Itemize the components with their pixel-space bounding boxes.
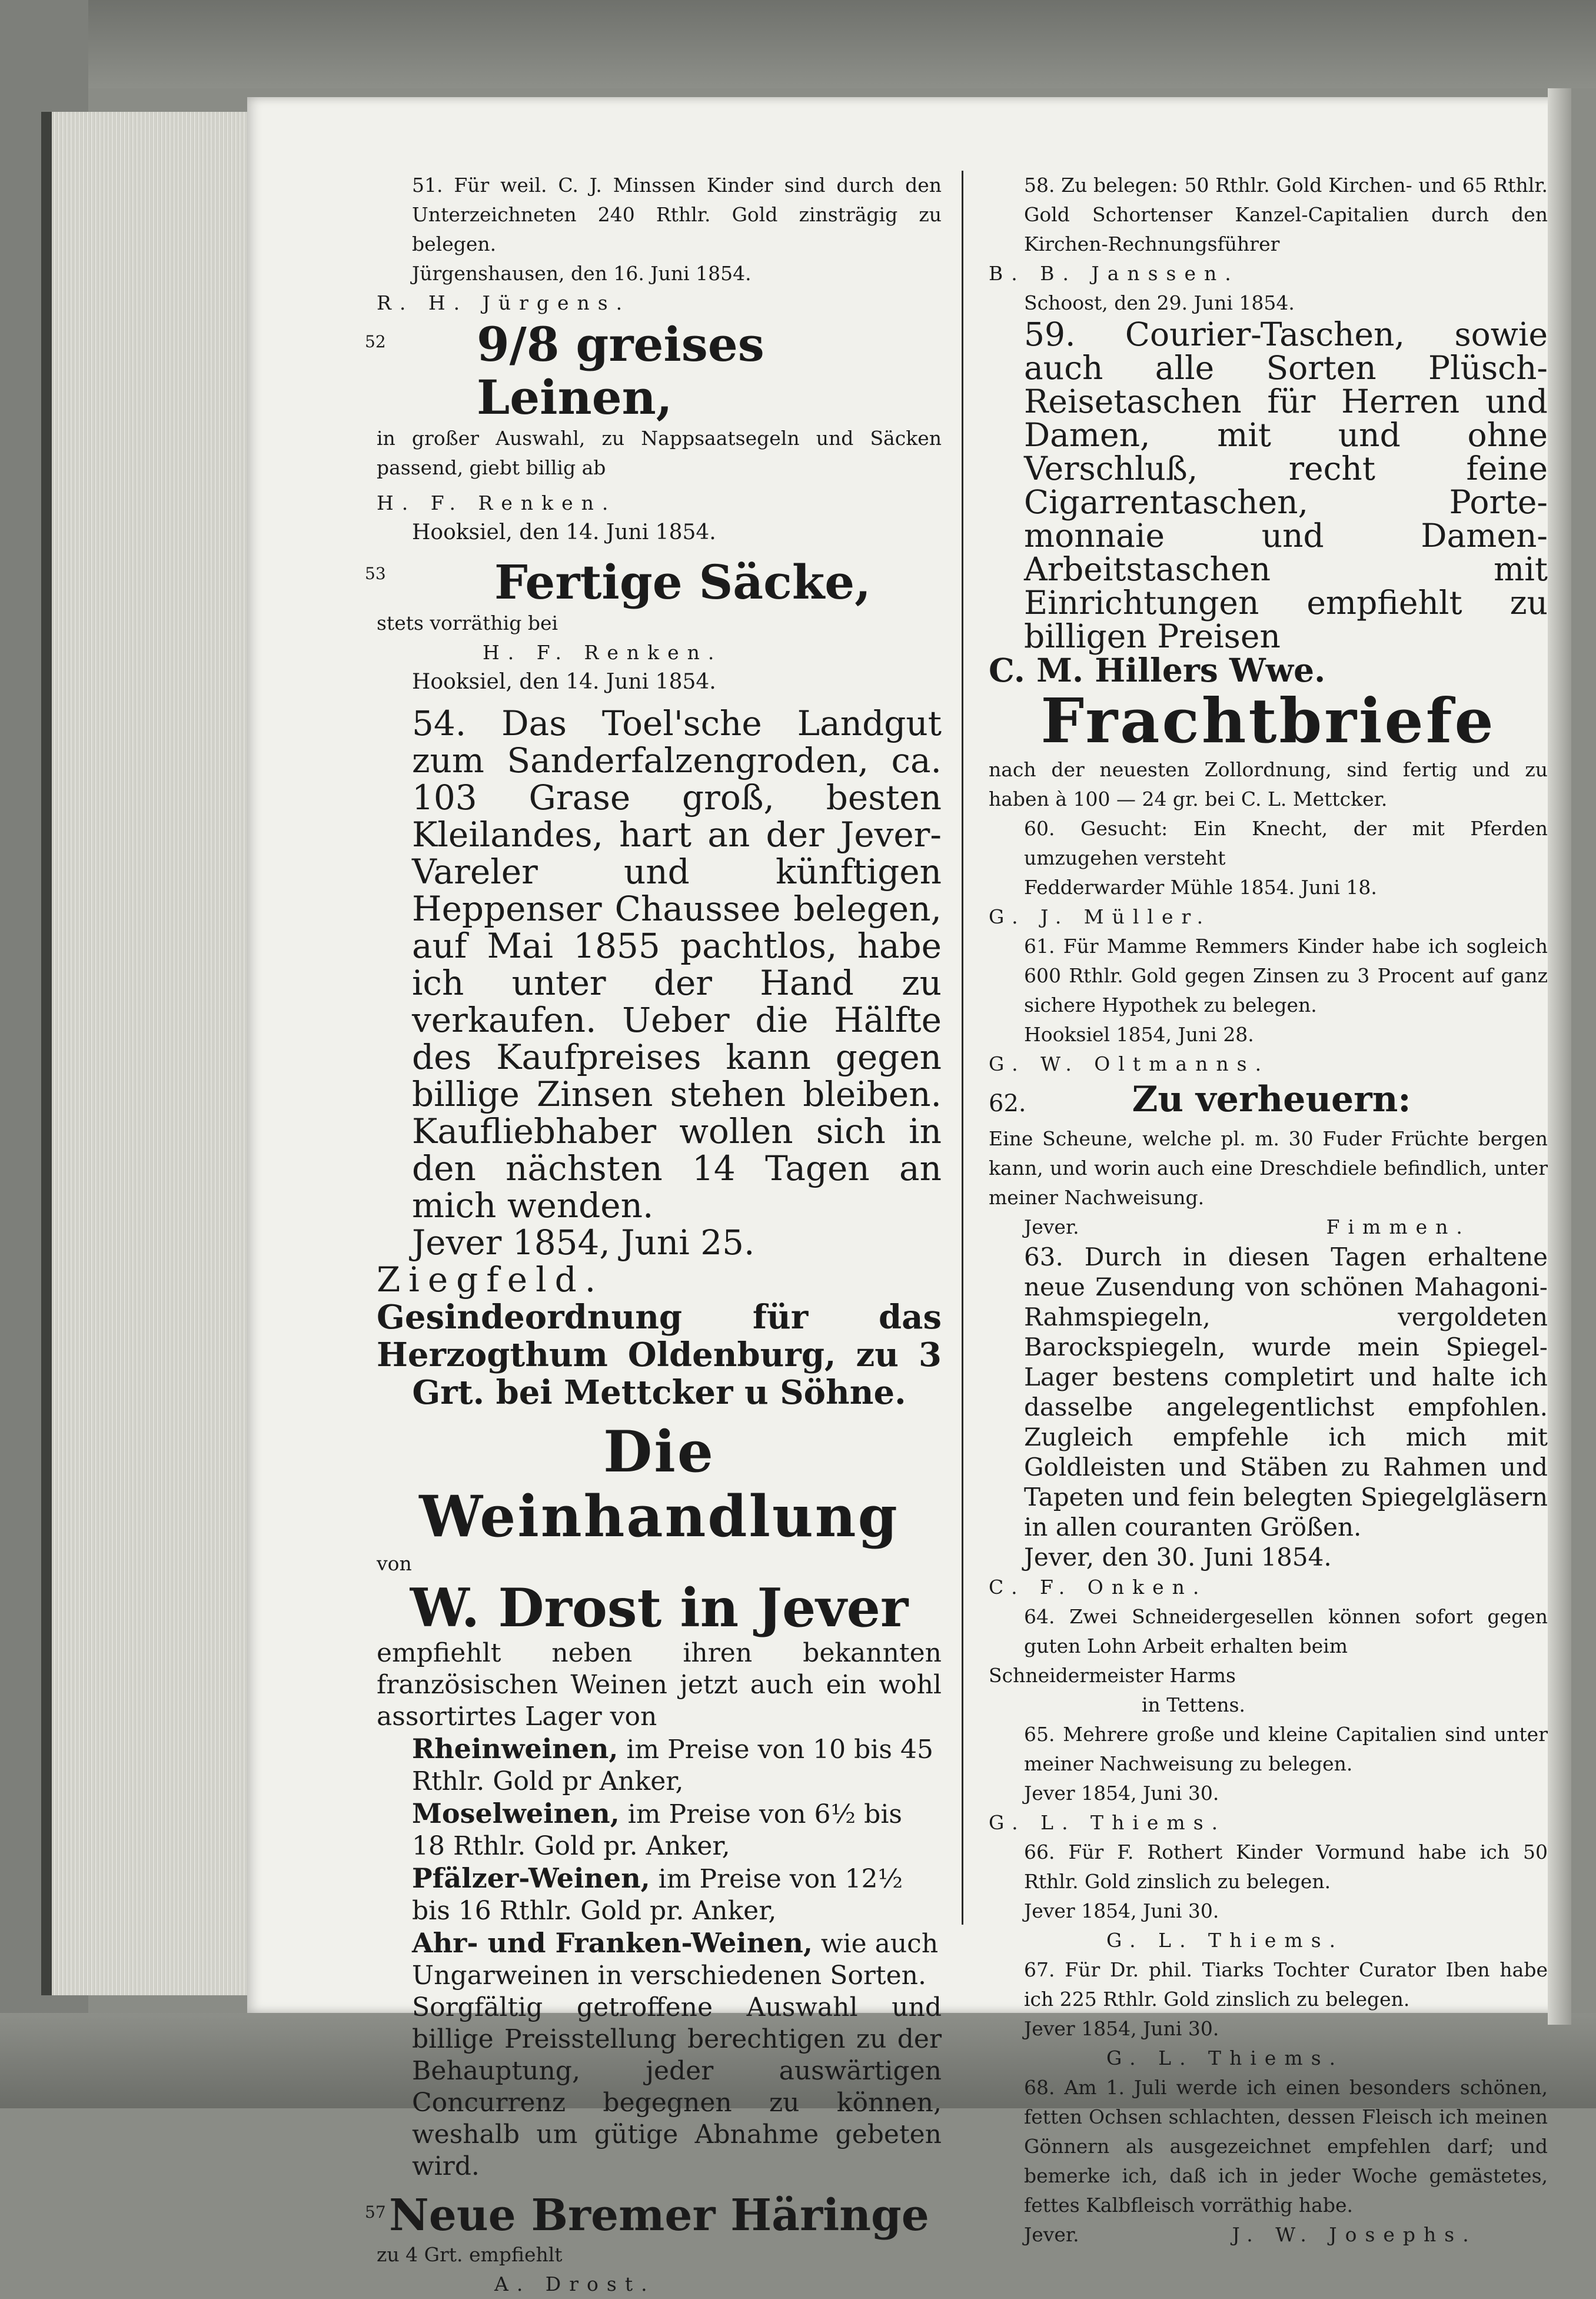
advert-61	[989, 932, 1548, 1079]
advert-51-text: 51. Für weil. C. J. Minssen Kinder sind durch den Unterzeichneten 240 Rthlr. Gold zinsträgig zu belegen.	[412, 174, 942, 255]
frachtbriefe-text: nach der neuesten Zollordnung, sind fertig und zu haben à 100 — 24 gr. bei C. L. Mettcker.	[989, 758, 1548, 810]
advert-61-signature: G. W. Oltmanns.	[989, 1052, 1270, 1075]
advert-60-text: 60. Gesucht: Ein Knecht, der mit Pferden umzugehen versteht	[1024, 817, 1548, 869]
advert-55	[377, 1298, 942, 1411]
advert-62-signature: Fimmen.	[1326, 1215, 1471, 1238]
frachtbriefe-heading: Frachtbriefe	[1040, 685, 1496, 757]
advert-56-wine-2	[377, 1798, 942, 1862]
advert-53	[365, 554, 942, 697]
advert-55-text: Gesindeordnung für das Herzogthum Oldenburg, zu 3 Grt. bei Mettcker u Söhne.	[377, 1298, 942, 1412]
advert-57-signature: A. Drost.	[494, 2273, 656, 2295]
advert-63-place: Jever, den 30. Juni 1854.	[1024, 1543, 1332, 1572]
advert-67-text: 67. Für Dr. phil. Tiarks Tochter Curator Iben habe ich 225 Rthlr. Gold zinslich zu belegen.	[1024, 1958, 1548, 2011]
advert-54-signature: Ziegfeld.	[377, 1260, 604, 1300]
advert-56-outro: Sorgfältig getroffene Auswahl und billige Preisstellung berechtigen zu der Behauptung, jeder auswärtigen Concurrenz begegnen zu können, weshalb um gütige Abnahme gebeten wird.	[412, 1992, 942, 2181]
wine-4-text: wie auch Ungarweinen in verschiedenen Sorten.	[412, 1929, 939, 1991]
advert-62-footer	[989, 1212, 1548, 1242]
advert-57-heading: Neue Bremer Häringe	[389, 2190, 929, 2241]
advert-56-von: von	[377, 1552, 412, 1575]
advert-68	[989, 2073, 1548, 2250]
advert-56	[377, 1420, 942, 2182]
advert-53-text: stets vorräthig bei	[377, 612, 558, 634]
advert-52-place: Hooksiel, den 14. Juni 1854.	[412, 520, 716, 544]
advert-64-text: 64. Zwei Schneidergesellen können sofort gegen guten Lohn Arbeit erhalten beim	[1024, 1605, 1548, 1657]
advert-62-place: Jever.	[1024, 1215, 1079, 1238]
advert-66	[989, 1838, 1548, 1955]
advert-60-signature: G. J. Müller.	[989, 905, 1212, 928]
advert-67-signature: G. L. Thiems.	[1106, 2046, 1344, 2069]
advert-52-heading: 9/8 greises Leinen,	[477, 317, 764, 425]
advert-56-intro: empfiehlt neben ihren bekannten französischen Weinen jetzt auch ein wohl assortirtes Lager von	[377, 1638, 942, 1732]
wine-4-name: Ahr- und Franken-Weinen,	[412, 1927, 813, 1959]
page-curl-shadow	[1548, 88, 1571, 2025]
wine-1-name: Rheinweinen,	[412, 1733, 619, 1765]
advert-52-text: in großer Auswahl, zu Nappsaatsegeln und Säcken passend, giebt billig ab	[377, 427, 942, 479]
advert-frachtbriefe	[989, 687, 1548, 814]
advert-52-signature: H. F. Renken.	[377, 491, 617, 514]
advert-53-place: Hooksiel, den 14. Juni 1854.	[412, 670, 716, 694]
advert-57	[365, 2190, 942, 2299]
advert-66-text: 66. Für F. Rothert Kinder Vormund habe ich 50 Rthlr. Gold zinslich zu belegen.	[1024, 1840, 1548, 1893]
advert-62	[989, 1079, 1548, 1242]
scan-background-top	[0, 0, 1596, 88]
advert-59	[989, 315, 1548, 689]
advert-59-signature: C. M. Hillers Wwe.	[989, 651, 1326, 689]
advert-56-wine-4	[377, 1927, 942, 1992]
advert-56-wine-3	[377, 1862, 942, 1927]
advert-64-location: in Tettens.	[1142, 1693, 1246, 1716]
advert-58-signature: B. B. Janssen.	[989, 262, 1239, 285]
advert-65-signature: G. L. Thiems.	[989, 1811, 1226, 1834]
wine-2-name: Moselweinen,	[412, 1798, 620, 1829]
wine-1-text: im Preise von 10 bis 45 Rthlr. Gold pr Anker,	[412, 1735, 933, 1796]
advert-66-signature: G. L. Thiems.	[1106, 1929, 1344, 1952]
right-column	[989, 171, 1548, 2250]
advert-63	[989, 1242, 1548, 1602]
advert-58	[989, 171, 1548, 318]
advert-63-signature: C. F. Onken.	[989, 1576, 1208, 1599]
advert-53-heading: Fertige Säcke,	[494, 554, 871, 610]
advert-61-place: Hooksiel 1854, Juni 28.	[1024, 1023, 1254, 1046]
advert-64-signature: Schneidermeister Harms	[989, 1664, 1236, 1687]
advert-53-signature: H. F. Renken.	[483, 641, 723, 664]
advert-59-text: 59. Courier-Taschen, sowie auch alle Sorten Plüsch-Reisetaschen für Herren und Damen, mit und ohne Verschluß, recht feine Cigarrentaschen, Porte-monnaie und Damen-Arbeitstaschen mit Einrichtungen empfiehlt zu billigen Preisen	[1024, 315, 1548, 655]
column-divider	[962, 171, 963, 1925]
advert-54	[377, 705, 942, 1298]
advert-54-text: 54. Das Toel'sche Landgut zum Sanderfalzengroden, ca. 103 Grase groß, besten Kleilandes, hart an der Jever-Vareler und künftigen Heppenser Chaussee belegen, auf Mai 1855 pachtlos, habe ich unter der Hand zu verkaufen. Ueber die Hälfte des Kaufpreises kann gegen billige Zinsen stehen bleiben. Kaufliebhaber wollen sich in den nächsten 14 Tagen an mich wenden.	[412, 703, 942, 1225]
advert-66-place: Jever 1854, Juni 30.	[1024, 1899, 1219, 1922]
advert-53-number: 53	[365, 564, 386, 583]
wine-3-name: Pfälzer-Weinen,	[412, 1862, 650, 1894]
advert-68-footer	[989, 2220, 1548, 2250]
advert-54-place: Jever 1854, Juni 25.	[412, 1222, 755, 1263]
advert-67-place: Jever 1854, Juni 30.	[1024, 2017, 1219, 2040]
advert-52-number: 52	[365, 332, 386, 351]
advert-67	[989, 1955, 1548, 2073]
advert-58-text: 58. Zu belegen: 50 Rthlr. Gold Kirchen- und 65 Rthlr. Gold Schortenser Kanzel-Capitalien durch den Kirchen-Rechnungsführer	[1024, 174, 1548, 255]
advert-56-wine-1	[377, 1733, 942, 1798]
left-column	[365, 171, 942, 2299]
advert-61-text: 61. Für Mamme Remmers Kinder habe ich sogleich 600 Rthlr. Gold gegen Zinsen zu 3 Procent auf ganz sichere Hypothek zu belegen.	[1024, 935, 1548, 1016]
advert-68-text: 68. Am 1. Juli werde ich einen besonders schönen, fetten Ochsen schlachten, dessen Fleisch ich meinen Gönnern als ausgezeichnet empfehlen darf; und bemerke ich, daß ich in jeder Woche gemästetes, fettes Kalbfleisch vorräthig habe.	[1024, 2076, 1548, 2217]
advert-60	[989, 814, 1548, 932]
advert-62-text: Eine Scheune, welche pl. m. 30 Fuder Früchte bergen kann, und worin auch eine Dreschdiele befindlich, unter meiner Nachweisung.	[989, 1127, 1548, 1209]
wine-2-text: im Preise von 6½ bis 18 Rthlr. Gold pr. Anker,	[412, 1799, 902, 1861]
advert-64	[989, 1602, 1548, 1720]
advert-63-text: 63. Durch in diesen Tagen erhaltene neue Zusendung von schönen Mahagoni-Rahmspiegeln, vergoldeten Barockspiegeln, wurde mein Spiegel-Lager bestens completirt und halte ich dasselbe angelegentlichst empfohlen. Zugleich empfehle ich mich mit Goldleisten und Stäben zu Rahmen und Tapeten und fein belegten Spiegelgläsern in allen couranten Größen.	[1024, 1242, 1548, 1541]
advert-57-number: 57	[365, 2202, 386, 2222]
advert-56-heading: Die Weinhandlung	[419, 1418, 899, 1550]
advert-51-place: Jürgenshausen, den 16. Juni 1854.	[412, 262, 752, 285]
advert-62-heading: Zu verheuern:	[1132, 1079, 1411, 1120]
book-page-edges	[41, 112, 252, 1995]
wine-3-text: im Preise von 12½ bis 16 Rthlr. Gold pr. Anker,	[412, 1864, 903, 1926]
advert-65-place: Jever 1854, Juni 30.	[1024, 1782, 1219, 1805]
advert-68-signature: J. W. Josephs.	[1232, 2223, 1477, 2246]
advert-60-place: Fedderwarder Mühle 1854. Juni 18.	[1024, 876, 1377, 899]
advert-58-place: Schoost, den 29. Juni 1854.	[1024, 291, 1295, 314]
advert-62-number: 62.	[989, 1090, 1026, 1117]
advert-56-firm: W. Drost in Jever	[410, 1577, 909, 1639]
advert-57-text: zu 4 Grt. empfiehlt	[377, 2243, 563, 2266]
advert-51-signature: R. H. Jürgens.	[377, 291, 631, 314]
advert-52	[365, 317, 942, 547]
advert-68-place: Jever.	[1024, 2223, 1079, 2246]
advert-51	[377, 171, 942, 318]
advert-65	[989, 1720, 1548, 1838]
advert-65-text: 65. Mehrere große und kleine Capitalien sind unter meiner Nachweisung zu belegen.	[1024, 1723, 1548, 1775]
advert-62-heading-line	[989, 1079, 1548, 1124]
